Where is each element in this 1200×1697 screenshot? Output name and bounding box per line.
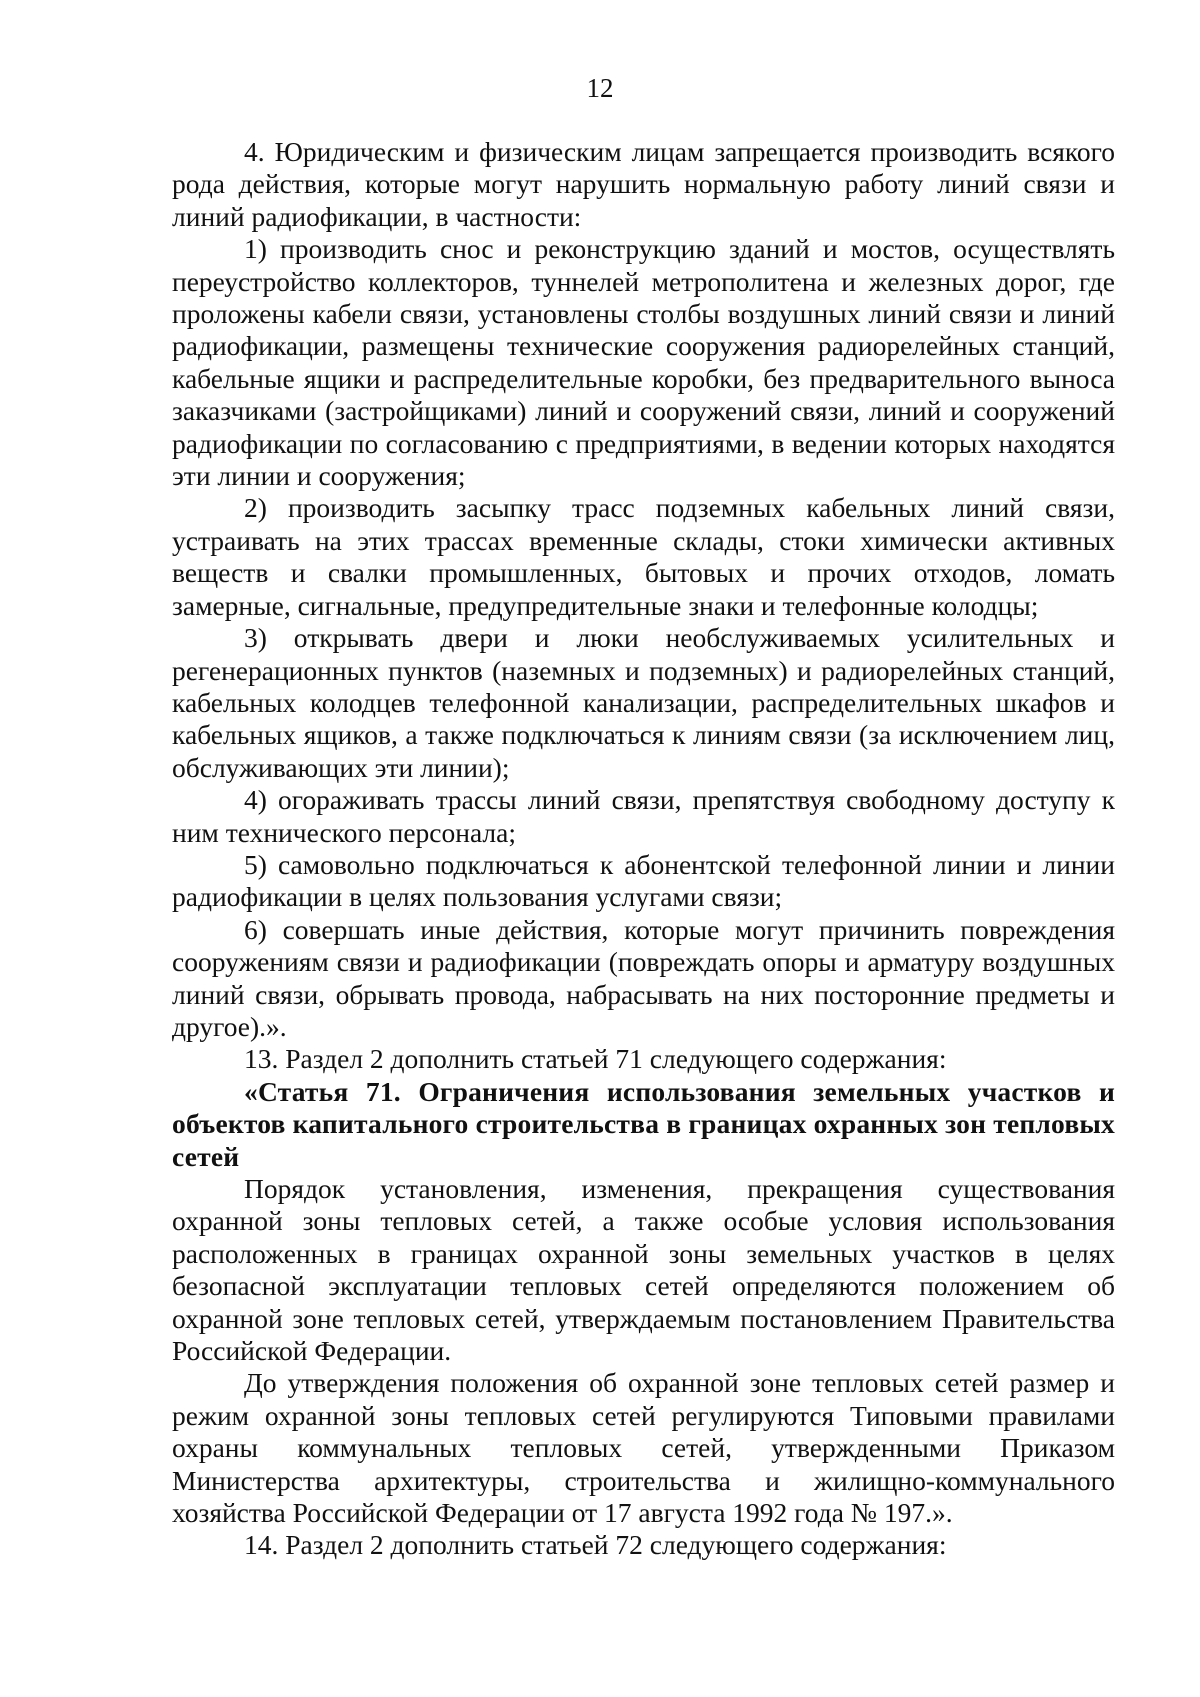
paragraph-subitem-4: 4) огораживать трассы линий связи, препятствуя свободному доступу к ним технического персонала; (172, 784, 1115, 848)
paragraph-item-14: 14. Раздел 2 дополнить статьей 72 следующего содержания: (244, 1529, 947, 1561)
paragraph-item-4: 4. Юридическим и физическим лицам запрещается производить всякого рода действия, которые могут нарушить нормальную работу линий связи и линий радиофикации, в частности: (172, 136, 1115, 232)
paragraph-subitem-6: 6) совершать иные действия, которые могут причинить повреждения сооружениям связи и радиофикации (повреждать опоры и арматуру воздушных линий связи, обрывать провода, набрасывать на них посторонние предметы и другое).». (172, 913, 1115, 1042)
paragraph-subitem-1: 1) производить снос и реконструкцию зданий и мостов, осуществлять переустройство коллекторов, туннелей метрополитена и железных дорог, где проложены кабели связи, установлены столбы воздушных линий связи и линий радиофикации, размещены технические сооружения радиорелейных станций, кабельные ящики и распределительные коробки, без предварительного выноса заказчиками (застройщиками) линий и сооружений связи, линий и сооружений радиофикации по согласованию с предприятиями, в ведении которых находятся эти линии и сооружения; (172, 233, 1115, 492)
article-71-paragraph-2: До утверждения положения об охранной зоне тепловых сетей размер и режим охранной зоны тепловых сетей регулируются Типовыми правилами охраны коммунальных тепловых сетей, утвержденными Приказом Министерства архитектуры, строительства и жилищно-коммунального хозяйства Российской Федерации от 17 августа 1992 года № 197.». (172, 1367, 1115, 1529)
paragraph-item-13: 13. Раздел 2 дополнить статьей 71 следующего содержания: (244, 1043, 947, 1075)
paragraph-subitem-3: 3) открывать двери и люки необслуживаемых усилительных и регенерационных пунктов (наземных и подземных) и радиорелейных станций, кабельных колодцев телефонной канализации, распределительных шкафов и кабельных ящиков, а также подключаться к линиям связи (за исключением лиц, обслуживающих эти линии); (172, 622, 1115, 783)
page-number: 12 (586, 73, 614, 103)
document-body (172, 136, 1115, 1562)
article-71-heading: «Статья 71. Ограничения использования земельных участков и объектов капитального строительства в границах охранных зон тепловых сетей (172, 1075, 1115, 1172)
paragraph-subitem-2: 2) производить засыпку трасс подземных кабельных линий связи, устраивать на этих трассах временные склады, стоки химически активных веществ и свалки промышленных, бытовых и прочих отходов, ломать замерные, сигнальные, предупредительные знаки и телефонные колодцы; (172, 492, 1115, 621)
paragraph-subitem-5: 5) самовольно подключаться к абонентской телефонной линии и линии радиофикации в целях пользования услугами связи; (172, 848, 1115, 913)
article-71-paragraph-1: Порядок установления, изменения, прекращения существования охранной зоны тепловых сетей, а также особые условия использования расположенных в границах охранной зоны земельных участков в целях безопасной эксплуатации тепловых сетей определяются положением об охранной зоне тепловых сетей, утверждаемым постановлением Правительства Российской Федерации. (172, 1173, 1115, 1367)
